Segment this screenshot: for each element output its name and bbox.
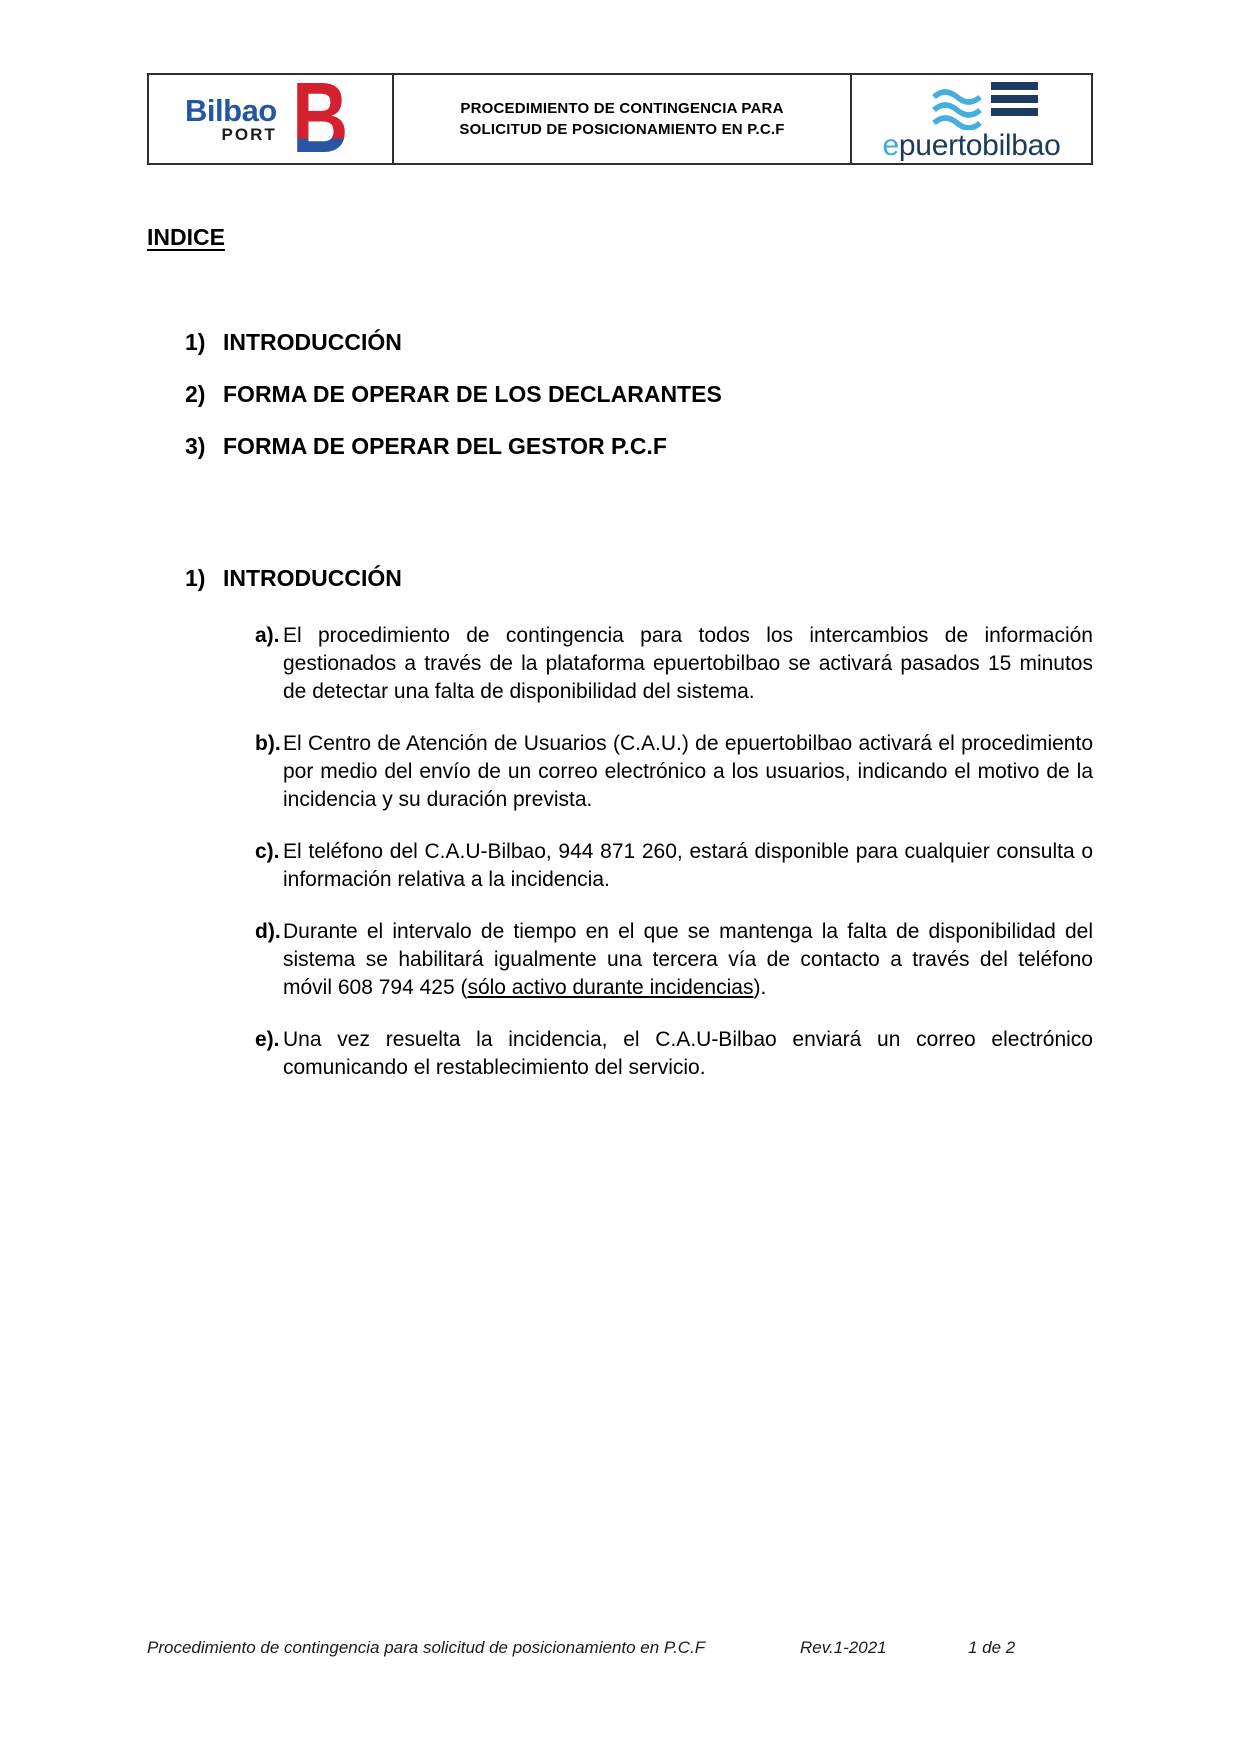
index-item-1 [185,330,722,354]
paragraph-d-label: d). [255,920,281,943]
footer-revision: Rev.1-2021 [800,1638,887,1657]
paragraph-a-text: El procedimiento de contingencia para todos los intercambios de información gestionados a través de la plataforma epuertobilbao se activará pasados 15 minutos de detectar una falta de disponibilidad del sistema. [283,624,1093,703]
paragraph-d-text-pre: Durante el intervalo de tiempo en el que se mantenga la falta de disponibilidad del sistema se habilitará igualmente una tercera vía de contacto a través del teléfono móvil 608 794 425 ( [283,920,1093,999]
index-item-3-number: 3) [185,433,206,459]
index-item-3 [185,434,722,458]
paragraph-b-label: b). [255,732,281,755]
footer-page-number: 1 de 2 [968,1638,1016,1657]
indice-heading: INDICE [147,224,225,250]
bilbao-port-wordmark [185,92,277,144]
epuertobilbao-logo [852,75,1091,163]
paragraph-list [255,622,1093,1106]
epuertobilbao-e-prefix: e [882,129,899,162]
waves-bars-icon [928,80,1046,130]
paragraph-e-label: e). [255,1028,280,1051]
index-item-2-label: FORMA DE OPERAR DE LOS DECLARANTES [223,381,722,407]
section-number: 1) [185,565,206,591]
paragraph-e [255,1026,1093,1082]
index-item-3-label: FORMA DE OPERAR DEL GESTOR P.C.F [223,433,667,459]
paragraph-b [255,730,1093,814]
bilbao-port-logo [149,62,394,174]
index-item-1-label: INTRODUCCIÓN [223,329,402,355]
paragraph-d-text [283,918,1093,1002]
paragraph-d [255,918,1093,1002]
paragraph-c-label: c). [255,840,280,863]
bilbao-logo-text: Bilbao [185,92,277,128]
paragraph-b-text: El Centro de Atención de Usuarios (C.A.U.) de epuertobilbao activará el procedimiento por medio del envío de un correo electrónico a los usuarios, indicando el motivo de la incidencia y su duración prevista. [283,732,1093,811]
paragraph-a-label: a). [255,624,280,647]
section-heading-introduccion [185,566,402,590]
document-header-title [394,75,852,163]
paragraph-d-text-post: ). [753,976,767,999]
footer [0,1638,1240,1662]
index-item-2 [185,382,722,406]
epuertobilbao-wordmark [883,131,1061,161]
paragraph-c-text: El teléfono del C.A.U-Bilbao, 944 871 260, estará disponible para cualquier consulta o información relativa a la incidencia. [283,840,1093,891]
index-item-2-number: 2) [185,381,206,407]
port-logo-text: PORT [221,124,277,144]
index-item-1-number: 1) [185,329,206,355]
header-title-line2: SOLICITUD DE POSICIONAMIENTO EN P.C.F [459,121,785,138]
index-list [185,330,722,486]
header-table [147,62,1093,174]
paragraph-d-underlined-phrase: sólo activo durante incidencias [467,976,754,999]
bilbao-b-monogram: B [291,62,349,174]
section-title: INTRODUCCIÓN [223,565,402,591]
header-title-line1: PROCEDIMIENTO DE CONTINGENCIA PARA [460,100,784,117]
epuertobilbao-rest: puertobilbao [898,129,1061,162]
paragraph-a [255,622,1093,706]
paragraph-c [255,838,1093,894]
footer-document-title: Procedimiento de contingencia para solicitud de posicionamiento en P.C.F [147,1638,706,1657]
paragraph-e-text: Una vez resuelta la incidencia, el C.A.U-Bilbao enviará un correo electrónico comunicando el restablecimiento del servicio. [283,1028,1093,1079]
